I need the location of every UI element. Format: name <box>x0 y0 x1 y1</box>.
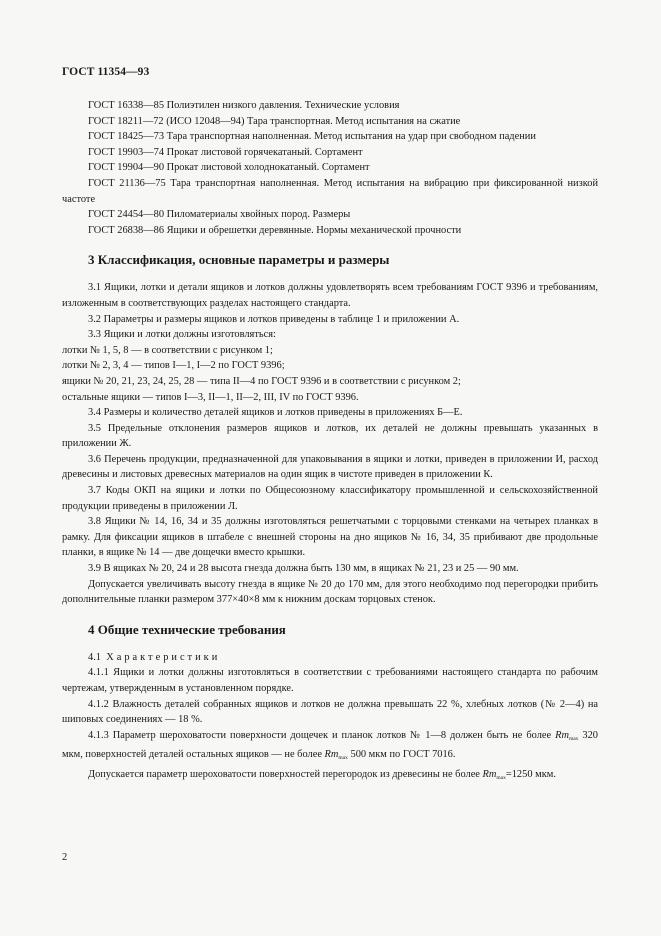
section-4-heading: 4 Общие технические требования <box>88 621 286 637</box>
rm-symbol: Rm <box>555 729 569 741</box>
reference-item: ГОСТ 26838—86 Ящики и обрешетки деревянные. Нормы механической прочности <box>88 224 462 236</box>
page-content <box>62 98 598 787</box>
list-line: лотки № 1, 5, 8 — в соответствии с рисунком 1; <box>62 344 273 356</box>
paragraph-roughness <box>62 728 598 767</box>
rm-subscript: max <box>338 755 348 762</box>
paragraph: 4.1.2 Влажность деталей собранных ящиков и лотков не должна превышать 22 %, хлебных лотков (№ 2—4) на шиповых соединениях — 18 %. <box>62 698 598 726</box>
references-list <box>62 98 598 238</box>
reference-item: ГОСТ 24454—80 Пиломатериалы хвойных пород. Размеры <box>88 209 351 221</box>
text-run: 500 мкм по ГОСТ 7016. <box>350 749 456 761</box>
paragraph: 3.9 В ящиках № 20, 24 и 28 высота гнезда должна быть 130 мм, в ящиках № 21, 23 и 25 — 90 мм. <box>88 563 519 575</box>
paragraph: 4.1.1 Ящики и лотки должны изготовляться в соответствии с требованиями настоящего стандарта по рабочим чертежам, утвержденным в установленном порядке. <box>62 667 598 694</box>
text-run: Допускается параметр шероховатости поверхностей перегородок из древесины не более <box>88 768 480 780</box>
text-run: 320 мкм, поверхностей деталей остальных ящиков — не более <box>62 729 598 761</box>
rm-symbol: Rm <box>482 768 497 780</box>
paragraph: 3.3 Ящики и лотки должны изготовляться: <box>88 329 276 341</box>
text-run: =1250 мкм. <box>505 768 556 780</box>
reference-item: ГОСТ 18425—73 Тара транспортная наполненная. Метод испытания на удар при свободном падении <box>88 131 536 143</box>
section-4-body <box>62 650 598 787</box>
text-run: 4.1.3 Параметр шероховатости поверхности дощечек и планок лотков № 1—8 должен быть не более <box>88 729 552 741</box>
reference-item: ГОСТ 21136—75 Тара транспортная наполненная. Метод испытания на вибрацию при фиксированной низкой частоте <box>62 177 598 205</box>
paragraph: Допускается увеличивать высоту гнезда в ящике № 20 до 170 мм, для этого необходимо под перегородки прибить дополнительные планки размером 377×40×8 мм к нижним доскам торцовых стенок. <box>62 578 598 606</box>
paragraph: 3.4 Размеры и количество деталей ящиков и лотков приведены в приложениях Б—Е. <box>88 407 463 419</box>
paragraph-roughness-allowance <box>62 767 598 787</box>
reference-item: ГОСТ 19903—74 Прокат листовой горячекатаный. Сортамент <box>88 146 363 158</box>
paragraph: 3.2 Параметры и размеры ящиков и лотков приведены в таблице 1 и приложении А. <box>88 313 460 325</box>
page-number: 2 <box>62 852 68 863</box>
subsection-title: Характеристики <box>106 651 221 663</box>
standard-header: ГОСТ 11354—93 <box>62 66 150 78</box>
subsection-heading <box>62 650 598 666</box>
paragraph: 3.1 Ящики, лотки и детали ящиков и лотков должны удовлетворять всем требованиям ГОСТ 9396 и требованиям, изложенным в соответствующих разделах настоящего стандарта. <box>62 282 598 309</box>
rm-subscript: max <box>568 735 579 742</box>
reference-item: ГОСТ 18211—72 (ИСО 12048—94) Тара транспортная. Метод испытания на сжатие <box>88 115 461 127</box>
list-line: ящики № 20, 21, 23, 24, 25, 28 — типа II—4 по ГОСТ 9396 и в соответствии с рисунком 2; <box>62 375 461 387</box>
paragraph: 3.6 Перечень продукции, предназначенной для упаковывания в ящики и лотки, приведен в приложении И, расход древесины и листовых древесных материалов на один ящик в чистоте приведен в приложении К. <box>62 453 598 481</box>
paragraph: 3.5 Предельные отклонения размеров ящиков и лотков, их деталей не должны превышать указанных в приложении Ж. <box>62 422 598 450</box>
list-line: лотки № 2, 3, 4 — типов I—1, I—2 по ГОСТ 9396; <box>62 360 285 372</box>
list-line: остальные ящики — типов I—3, II—1, II—2, III, IV по ГОСТ 9396. <box>62 391 359 403</box>
section-3-body <box>62 280 598 607</box>
rm-subscript: max <box>496 774 506 781</box>
paragraph: 3.8 Ящики № 14, 16, 34 и 35 должны изготовляться решетчатыми с торцовыми стенками на четырех планках в рамку. Для фиксации ящиков в штабеле с внешней стороны на дно ящиков № 16, 34, 35 прибивают две продольные планки, в ящике № 14 — две дощечки вместо крышки. <box>62 516 598 559</box>
rm-symbol: Rm <box>324 749 339 761</box>
section-3-heading: 3 Классификация, основные параметры и размеры <box>88 252 390 268</box>
reference-item: ГОСТ 16338—85 Полиэтилен низкого давления. Технические условия <box>88 100 400 111</box>
subsection-number: 4.1 <box>88 651 101 663</box>
reference-item: ГОСТ 19904—90 Прокат листовой холоднокатаный. Сортамент <box>88 162 370 174</box>
paragraph: 3.7 Коды ОКП на ящики и лотки по Общесоюзному классификатору промышленной и сельскохозяйственной продукции приведены в приложении Л. <box>62 485 598 512</box>
